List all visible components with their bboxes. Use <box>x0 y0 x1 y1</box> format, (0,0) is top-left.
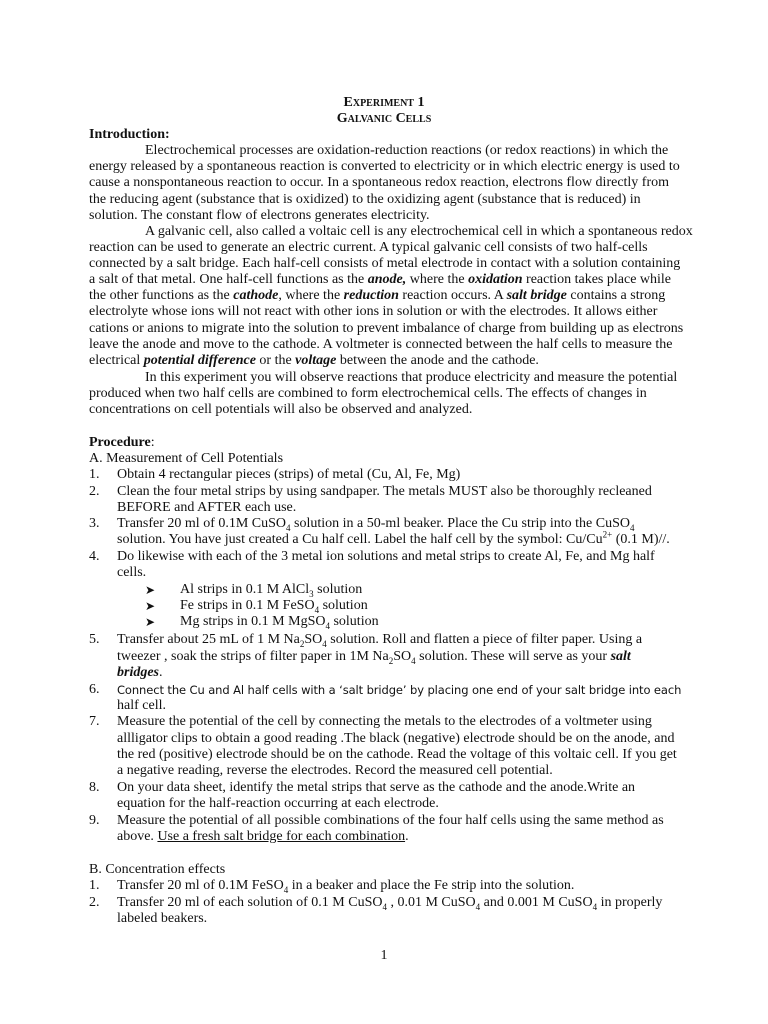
intro-p2-line: connected by a salt bridge. Each half-cell consists of metal electrode in contact with a solution containing <box>89 256 681 271</box>
intro-p1-line: the reducing agent (substance that is oxidized) to the oxidizing agent (substance that is reduced) in <box>89 192 641 207</box>
text-run: Transfer 20 ml of 0.1M FeSO <box>117 878 284 893</box>
subscript: 4 <box>475 901 481 912</box>
list-item-text <box>117 632 642 648</box>
subscript: 3 <box>309 588 314 599</box>
text-run: solution in a 50-ml beaker. Place the Cu strip into the CuSO <box>290 516 631 531</box>
text-run: . <box>405 829 409 844</box>
text-run: solution <box>313 582 363 597</box>
text-run: a salt of that metal. One half-cell functions as the <box>89 272 368 287</box>
subscript: 4 <box>325 620 330 631</box>
subscript: 2 <box>388 655 394 666</box>
intro-p2-line <box>89 288 665 304</box>
procedure-heading-text: Procedure <box>89 435 151 450</box>
list-item-number: 7. <box>89 714 100 729</box>
list-item-text <box>117 649 631 665</box>
text-run: between the anode and the cathode. <box>336 353 539 368</box>
intro-p2-line: leave the anode and move to the cathode. A voltmeter is connected between the half cells to measure the <box>89 337 673 352</box>
list-item-number: 9. <box>89 813 100 828</box>
introduction-heading: Introduction: <box>89 127 170 142</box>
text-run: electrical <box>89 353 144 368</box>
text-run: where the <box>406 272 469 287</box>
list-item-text: a negative reading, reverse the electrodes. Record the measured cell potential. <box>117 763 553 778</box>
list-item-number: 4. <box>89 549 100 564</box>
text-run: (0.1 M)//. <box>612 532 670 547</box>
list-item-text: Clean the four metal strips by using sandpaper. The metals MUST also be thoroughly recleaned <box>117 484 652 499</box>
text-run: , 0.01 M CuSO <box>386 895 476 910</box>
procedure-heading <box>89 435 155 451</box>
sub-list-item <box>180 598 368 614</box>
list-item-text: Connect the Cu and Al half cells with a ‘salt bridge’ by placing one end of your salt bridge into each <box>117 683 682 697</box>
section-b-heading: B. Concentration effects <box>89 862 226 877</box>
text-run: reaction takes place while <box>522 272 672 287</box>
subscript: 4 <box>322 638 327 649</box>
text-run: contains a strong <box>566 288 666 303</box>
list-item-number: 1. <box>89 467 100 482</box>
intro-p1-line: solution. The constant flow of electrons generates electricity. <box>89 208 430 223</box>
text-run: Mg strips in 0.1 M MgSO <box>180 614 326 629</box>
text-run: Transfer 20 ml of 0.1M CuSO <box>117 516 287 531</box>
arrow-bullet-icon: ➤ <box>145 599 156 613</box>
subscript: 4 <box>314 604 320 615</box>
term-reduction: reduction <box>343 288 399 303</box>
intro-p2-line: reaction can be used to generate an electric current. A typical galvanic cell consists of two half-cells <box>89 240 648 255</box>
list-item-text: the red (positive) electrode should be on the cathode. Read the voltage of this voltaic cell. If you get <box>117 747 677 762</box>
text-run: solution. You have just created a Cu half cell. Label the half cell by the symbol: Cu/Cu <box>117 532 603 547</box>
term-oxidation: oxidation <box>468 272 523 287</box>
list-item-text <box>117 529 670 548</box>
arrow-bullet-icon: ➤ <box>145 583 156 597</box>
text-run: , where the <box>278 288 344 303</box>
list-item-text <box>117 665 163 681</box>
experiment-subtitle: Galvanic Cells <box>336 111 432 126</box>
text-run: or the <box>255 353 296 368</box>
subscript: 4 <box>592 901 598 912</box>
text-run: . <box>159 665 163 680</box>
text-run: in a beaker and place the Fe strip into the solution. <box>288 878 575 893</box>
list-item-text: labeled beakers. <box>117 911 208 926</box>
intro-p2-line <box>89 353 539 369</box>
text-run: Transfer about 25 mL of 1 M Na <box>117 632 300 647</box>
text-run: SO <box>304 632 323 647</box>
text-run: and 0.001 M CuSO <box>480 895 593 910</box>
subscript: 2 <box>299 638 305 649</box>
intro-p2-line: A galvanic cell, also called a voltaic cell is any electrochemical cell in which a spontaneous redox <box>145 224 693 239</box>
sub-list-item <box>180 614 379 630</box>
list-item-text: Measure the potential of all possible combinations of the four half cells using the same method as <box>117 813 664 828</box>
term-potential-difference: potential difference <box>143 353 256 368</box>
emphasis-fresh-salt-bridge: Use a fresh salt bridge for each combination <box>157 829 406 844</box>
term-salt: salt <box>610 649 631 664</box>
text-run: Al strips in 0.1 M AlCl <box>180 582 310 597</box>
list-item-number: 5. <box>89 632 100 647</box>
list-item-text: BEFORE and AFTER each use. <box>117 500 297 515</box>
subscript: 4 <box>283 884 289 895</box>
list-item-text: Do likewise with each of the 3 metal ion solutions and metal strips to create Al, Fe, and Mg half <box>117 549 655 564</box>
list-item-text <box>117 878 574 894</box>
list-item-number: 1. <box>89 878 100 893</box>
superscript: 2+ <box>602 529 613 540</box>
text-run: Fe strips in 0.1 M FeSO <box>180 598 315 613</box>
sub-list-item <box>180 582 362 598</box>
text-run: tweezer , soak the strips of filter paper in 1M Na <box>117 649 389 664</box>
text-run: above. <box>117 829 158 844</box>
list-item-number: 3. <box>89 516 100 531</box>
subscript: 4 <box>411 655 416 666</box>
list-item-text: half cell. <box>117 698 166 713</box>
list-item-text: allligator clips to obtain a good reading .The black (negative) electrode should be on the anode, and <box>117 731 675 746</box>
intro-p2-line: cations or anions to migrate into the solution to prevent imbalance of charge from building up as electrons <box>89 321 684 336</box>
list-item-text: equation for the half-reaction occurring at each electrode. <box>117 796 439 811</box>
list-item-text <box>117 895 662 911</box>
intro-p1-line: energy released by a spontaneous reaction is converted to electricity or in which electric energy is used to <box>89 159 680 174</box>
list-item-text: Obtain 4 rectangular pieces (strips) of metal (Cu, Al, Fe, Mg) <box>117 467 461 482</box>
intro-p2-line <box>89 272 671 288</box>
list-item-text: cells. <box>117 565 147 580</box>
text-run: in properly <box>597 895 663 910</box>
term-salt-bridge: salt bridge <box>506 288 567 303</box>
subscript: 4 <box>382 901 387 912</box>
experiment-title: Experiment 1 <box>343 95 425 110</box>
page-number: 1 <box>380 948 388 963</box>
intro-p3-line: concentrations on cell potentials will also be observed and analyzed. <box>89 402 473 417</box>
list-item-number: 8. <box>89 780 100 795</box>
intro-p3-line: produced when two half cells are combined to form electrochemical cells. The effects of changes in <box>89 386 647 401</box>
text-run: reaction occurs. A <box>398 288 507 303</box>
text-run: the other functions as the <box>89 288 234 303</box>
procedure-heading-colon: : <box>150 435 155 450</box>
term-voltage: voltage <box>295 353 337 368</box>
list-item-text: On your data sheet, identify the metal strips that serve as the cathode and the anode.Write an <box>117 780 636 795</box>
subscript: 4 <box>286 522 291 533</box>
subscript: 4 <box>630 522 635 533</box>
list-item-number: 6. <box>89 682 100 697</box>
text-run: solution. Roll and flatten a piece of filter paper. Using a <box>326 632 643 647</box>
intro-p3-line: In this experiment you will observe reactions that produce electricity and measure the potential <box>145 370 678 385</box>
arrow-bullet-icon: ➤ <box>145 615 156 629</box>
list-item-text <box>117 516 635 532</box>
list-item-text <box>117 829 409 845</box>
section-a-heading: A. Measurement of Cell Potentials <box>89 451 284 466</box>
term-anode: anode, <box>367 272 407 287</box>
list-item-text: Measure the potential of the cell by connecting the metals to the electrodes of a voltmeter using <box>117 714 652 729</box>
term-cathode: cathode <box>233 288 279 303</box>
text-run: solution. These will serve as your <box>415 649 611 664</box>
intro-p1-line: cause a nonspontaneous reaction to occur. In a spontaneous redox reaction, electrons flow directly from <box>89 175 670 190</box>
text-run: solution <box>319 598 368 613</box>
term-bridges: bridges <box>117 665 159 680</box>
text-run: solution <box>329 614 379 629</box>
intro-p1-line: Electrochemical processes are oxidation-reduction reactions (or redox reactions) in which the <box>145 143 669 158</box>
list-item-number: 2. <box>89 895 100 910</box>
intro-p2-line: electrolyte whose ions will not react with other ions in solution or with the electrodes. It allows either <box>89 304 658 319</box>
text-run: SO <box>393 649 412 664</box>
list-item-number: 2. <box>89 484 100 499</box>
text-run: Transfer 20 ml of each solution of 0.1 M CuSO <box>117 895 383 910</box>
